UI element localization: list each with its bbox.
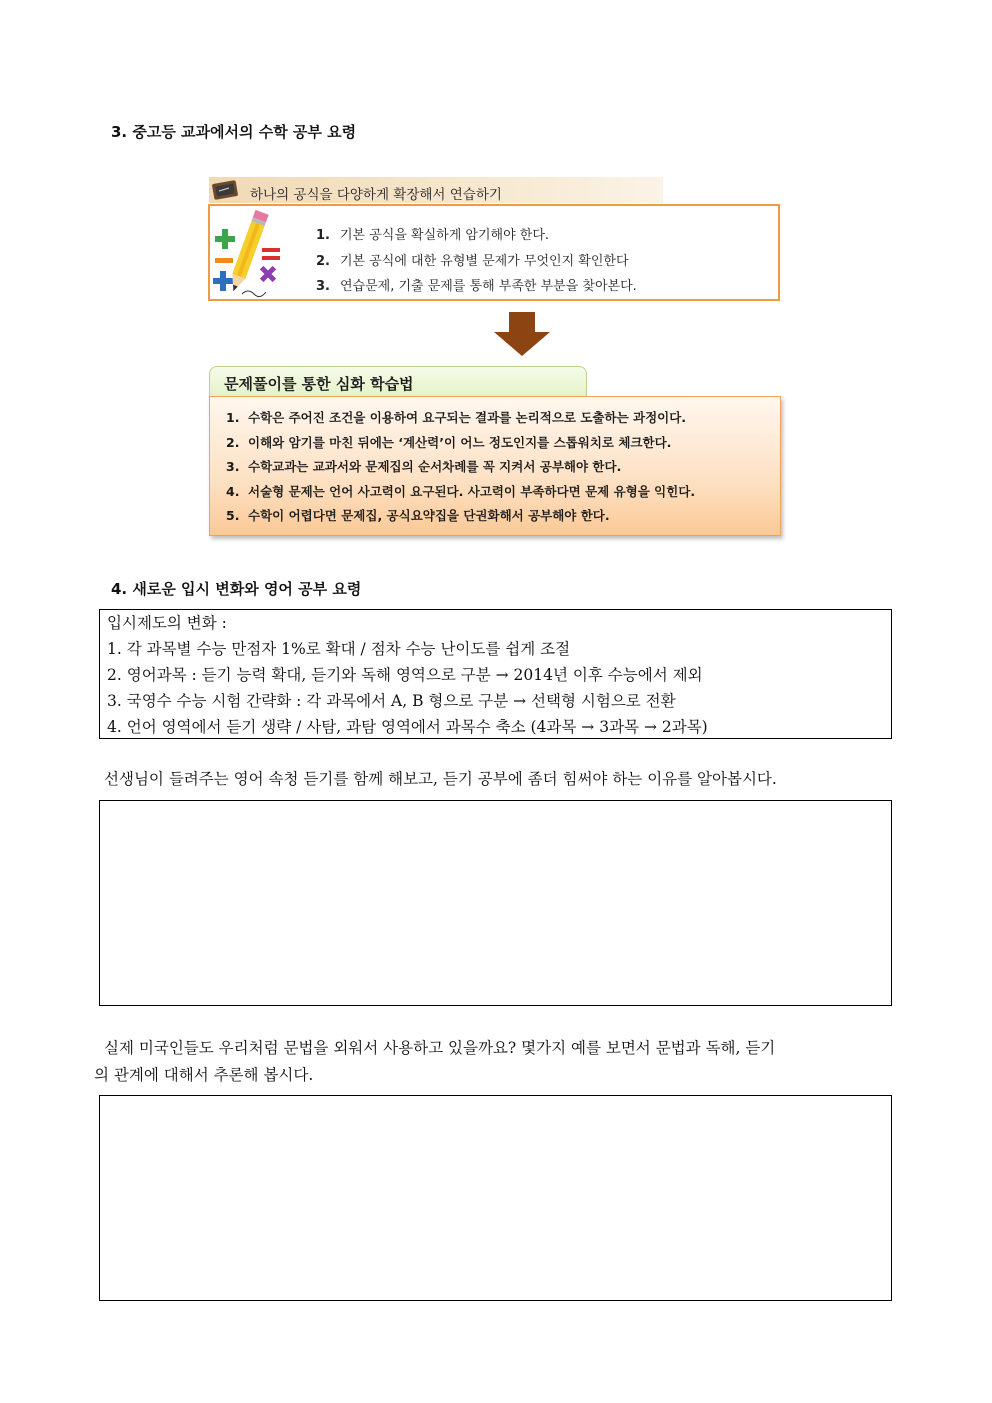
list-item: 2. 이해와 암기를 마친 뒤에는 ‘계산력’이 어느 정도인지를 스톱워치로 체크한다. — [226, 434, 672, 450]
box2-list — [226, 408, 695, 531]
list-item: 5. 수학이 어렵다면 문제집, 공식요약집을 단권화해서 공부해야 한다. — [226, 508, 610, 523]
section4-heading: 4. 새로운 입시 변화와 영어 공부 요령 — [111, 580, 362, 598]
down-arrow-icon — [494, 312, 550, 356]
prompt-listening: 선생님이 들려주는 영어 속청 듣기를 함께 해보고, 듣기 공부에 좀더 힘써야 하는 이유를 알아봅시다. — [104, 770, 777, 788]
info-line: 3. 국영수 수능 시험 간략화 : 각 과목에서 A, B 형으로 구분 → 선택형 시험으로 전환 — [107, 692, 676, 710]
info-line: 2. 영어과목 : 듣기 능력 확대, 듣기와 독해 영역으로 구분 → 2014년 이후 수능에서 제외 — [107, 666, 703, 684]
answer-box-grammar[interactable] — [99, 1095, 892, 1301]
info-line: 4. 언어 영역에서 듣기 생략 / 사탐, 과탐 영역에서 과목수 축소 (4과목 → 3과목 → 2과목) — [107, 718, 708, 736]
list-item: 3. 수학교과는 교과서와 문제집의 순서차례를 꼭 지켜서 공부해야 한다. — [226, 459, 622, 474]
prompt-grammar-line1: 실제 미국인들도 우리처럼 문법을 외워서 사용하고 있을까요? 몇가지 예를 보면서 문법과 독해, 듣기 — [104, 1039, 776, 1057]
section3-heading: 3. 중고등 교과에서의 수학 공부 요령 — [111, 123, 357, 141]
answer-box-listening[interactable] — [99, 800, 892, 1006]
list-item: 4. 서술형 문제는 언어 사고력이 요구된다. 사고력이 부족하다면 문제 유형을 익힌다. — [226, 483, 696, 499]
box1-title: 하나의 공식을 다양하게 확장해서 연습하기 — [250, 187, 502, 203]
list-item: 3. 연습문제, 기출 문제를 통해 부족한 부분을 찾아본다. — [316, 279, 637, 294]
info-content — [107, 610, 708, 740]
list-item: 1. 수학은 주어진 조건을 이용하여 요구되는 결과를 논리적으로 도출하는 과정이다. — [226, 410, 687, 425]
pencil-math-illustration — [212, 208, 284, 300]
info-line: 1. 각 과목별 수능 만점자 1%로 확대 / 점차 수능 난이도를 쉽게 조절 — [107, 640, 571, 658]
list-item: 2. 기본 공식에 대한 유형별 문제가 무엇인지 확인한다 — [316, 253, 629, 269]
box2-title: 문제풀이를 통한 심화 학습법 — [224, 375, 414, 393]
box1-list — [316, 224, 637, 301]
chalkboard-icon — [211, 179, 241, 201]
list-item: 1. 기본 공식을 확실하게 암기해야 한다. — [316, 228, 550, 243]
info-title: 입시제도의 변화 : — [107, 614, 227, 632]
prompt-grammar-line2: 의 관계에 대해서 추론해 봅시다. — [94, 1066, 314, 1084]
